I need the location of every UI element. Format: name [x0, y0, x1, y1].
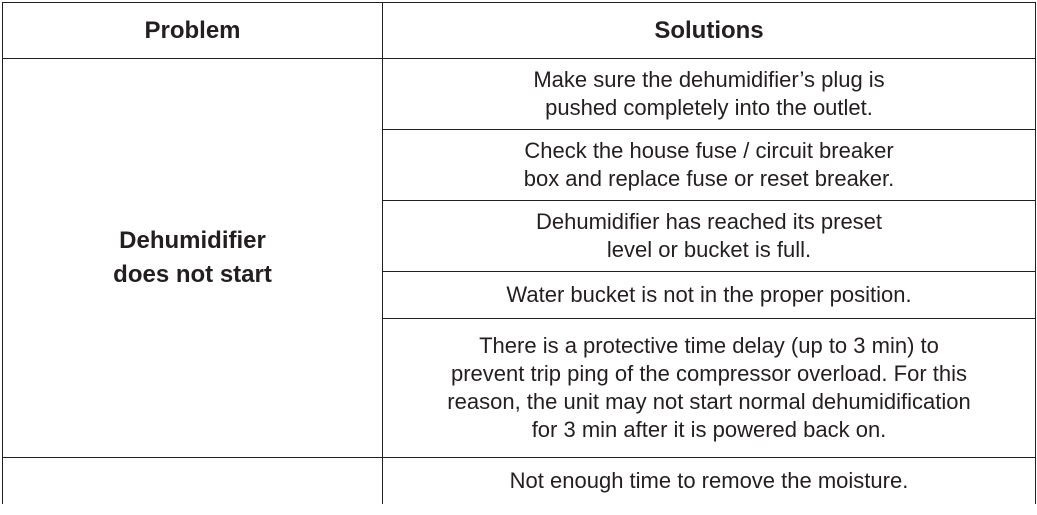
solutions-header: Solutions: [383, 3, 1036, 59]
problem-line: Dehumidifier: [119, 227, 266, 254]
problem-header: Problem: [3, 3, 383, 59]
solution-line: Dehumidifier has reached its preset: [535, 209, 883, 234]
solution-cell-bucket-position: [383, 272, 1036, 319]
solution-cell-fuse: [383, 130, 1036, 201]
solution-line: Water bucket is not in the proper position.: [506, 282, 912, 307]
solution-line: for 3 min after it is powered back on.: [531, 417, 887, 442]
solution-line: box and replace fuse or reset breaker.: [523, 166, 895, 191]
troubleshooting-table: [2, 2, 1036, 504]
solution-line: pushed completely into the outlet.: [545, 95, 873, 120]
table-row: [3, 458, 1036, 505]
solution-line: There is a protective time delay (up to 3 min) to: [479, 333, 939, 358]
problem-cell-does-not-start: [3, 59, 383, 458]
solution-cell-moisture-time: [383, 458, 1036, 505]
solution-line: prevent trip ping of the compressor overload. For this: [450, 361, 968, 386]
problem-cell-empty: [3, 458, 383, 505]
solution-line: Not enough time to remove the moisture.: [509, 468, 909, 493]
table-row: [3, 59, 1036, 130]
solution-line: Make sure the dehumidifier’s plug is: [533, 67, 885, 92]
solution-cell-time-delay: [383, 319, 1036, 458]
solution-cell-preset-level: [383, 201, 1036, 272]
solution-line: Check the house fuse / circuit breaker: [524, 138, 894, 163]
problem-line: does not start: [113, 261, 272, 288]
solution-cell-plug: [383, 59, 1036, 130]
header-row: [3, 3, 1036, 59]
solution-line: level or bucket is full.: [606, 237, 812, 262]
solution-line: reason, the unit may not start normal dehumidification: [447, 389, 971, 414]
